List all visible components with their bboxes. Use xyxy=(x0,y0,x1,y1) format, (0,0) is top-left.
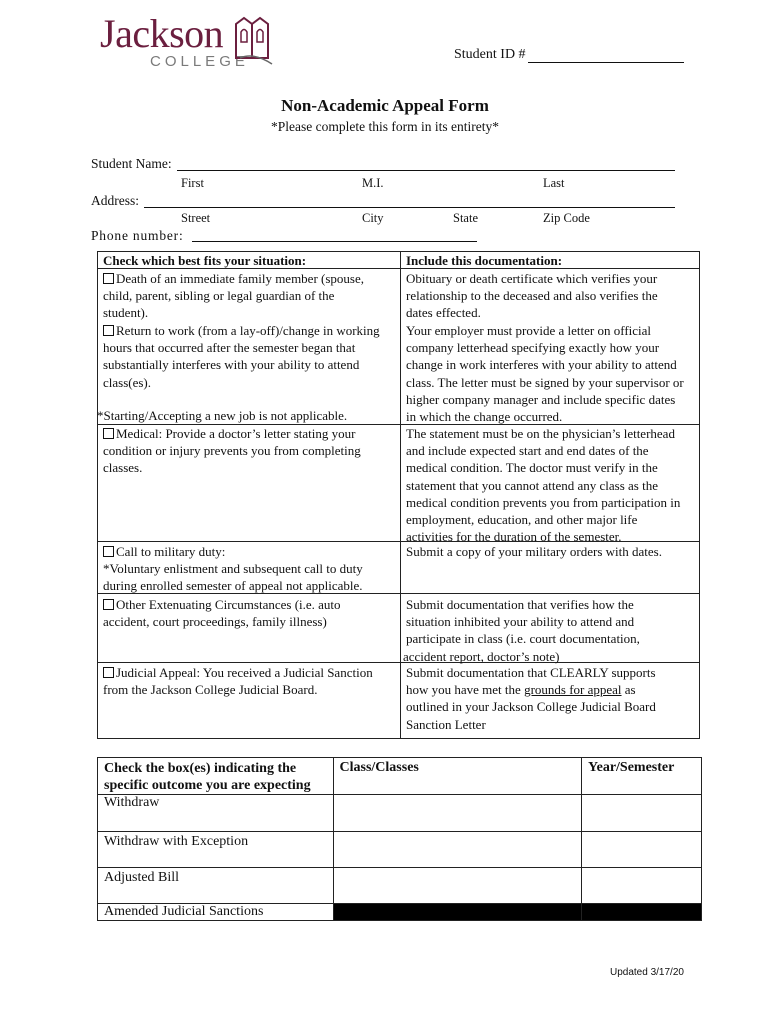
student-name-line[interactable] xyxy=(177,170,675,171)
state-label: State xyxy=(453,211,478,225)
medical-documentation: The statement must be on the physician’s letterhead and include expected start and end dates of the medical condition. The doctor must verify in the statement that you cannot attend any class as the medical condition prevents you from participation in employment, education, and other major life activities for the duration of the semester. xyxy=(406,426,681,545)
outcome-amended-judicial[interactable]: Amended Judicial Sanctions xyxy=(98,904,334,921)
withdraw-class-cell[interactable] xyxy=(333,795,582,832)
street-label: Street xyxy=(181,211,211,225)
student-id-field[interactable] xyxy=(454,47,684,63)
outcome-adjusted-bill[interactable]: Adjusted Bill xyxy=(98,868,334,904)
student-id-label: Student ID # xyxy=(454,47,526,62)
death-checkbox[interactable] xyxy=(103,273,114,284)
outcome-table xyxy=(97,757,702,921)
middle-initial-label: M.I. xyxy=(362,176,384,190)
death-documentation: Obituary or death certificate which verifies your relationship to the deceased and also verifies the dates effected. xyxy=(406,271,658,321)
student-name-label: Student Name: xyxy=(91,156,172,171)
grounds-for-appeal-text: grounds for appeal xyxy=(524,682,622,698)
phone-label: Phone number: xyxy=(91,228,184,243)
outcome-header: Check the box(es) indicating the specific outcome you are expecting xyxy=(98,758,334,795)
situation-death-option[interactable]: Death of an immediate family member (spouse, child, parent, sibling or legal guardian of the student). xyxy=(103,271,365,321)
return-to-work-checkbox[interactable] xyxy=(103,325,114,336)
other-circumstances-checkbox[interactable] xyxy=(103,599,114,610)
military-documentation: Submit a copy of your military orders with dates. xyxy=(406,544,662,559)
blacked-out-cell xyxy=(333,904,582,921)
military-checkbox[interactable] xyxy=(103,546,114,557)
withdraw-exception-class-cell[interactable] xyxy=(333,832,582,868)
situation-right-header: Include this documentation: xyxy=(406,253,563,268)
withdraw-semester-cell[interactable] xyxy=(582,795,702,832)
return-to-work-documentation: Your employer must provide a letter on official company letterhead specifying exactly how your change in work interferes with your ability to attend class. The letter must be signed by your supervisor or higher company manager and include specific dates in which the change occurred. xyxy=(406,323,684,425)
situation-judicial-option[interactable]: Judicial Appeal: You received a Judicial Sanction from the Jackson College Judicial Board. xyxy=(103,665,373,698)
other-documentation: Submit documentation that verifies how the situation inhibited your ability to attend and participate in class (i.e. court documentation, accident report, doctor’s note) xyxy=(403,597,640,664)
last-name-label: Last xyxy=(543,176,565,190)
medical-checkbox[interactable] xyxy=(103,428,114,439)
judicial-documentation: Submit documentation that CLEARLY supports how you have met the grounds for appeal as outlined in your Jackson College Judicial Board Sanction Letter xyxy=(406,665,656,732)
new-job-note: *Starting/Accepting a new job is not applicable. xyxy=(97,408,348,423)
updated-date: Updated 3/17/20 xyxy=(610,967,684,978)
situation-left-header: Check which best fits your situation: xyxy=(103,253,307,268)
adjusted-bill-semester-cell[interactable] xyxy=(582,868,702,904)
judicial-checkbox[interactable] xyxy=(103,667,114,678)
college-logo-wordmark: Jackson xyxy=(100,11,224,56)
college-logo-subtitle: COLLEGE xyxy=(150,53,249,70)
outcome-withdraw-exception[interactable]: Withdraw with Exception xyxy=(98,832,334,868)
city-label: City xyxy=(362,211,384,225)
situation-medical-option[interactable]: Medical: Provide a doctor’s letter stating your condition or injury prevents you from completing classes. xyxy=(103,426,361,476)
address-line[interactable] xyxy=(144,207,675,208)
address-label: Address: xyxy=(91,193,139,208)
phone-line[interactable] xyxy=(192,241,477,242)
blacked-out-cell xyxy=(582,904,702,921)
form-title: Non-Academic Appeal Form xyxy=(281,96,489,115)
situation-military-option[interactable]: Call to military duty: *Voluntary enlistment and subsequent call to duty during enrolled semester of appeal not applicable. xyxy=(103,544,363,594)
class-header: Class/Classes xyxy=(333,758,582,795)
student-id-line[interactable] xyxy=(528,50,684,63)
situation-other-option[interactable]: Other Extenuating Circumstances (i.e. auto accident, court proceedings, family illness) xyxy=(103,597,341,630)
first-name-label: First xyxy=(181,176,204,190)
withdraw-exception-semester-cell[interactable] xyxy=(582,832,702,868)
year-semester-header: Year/Semester xyxy=(582,758,702,795)
college-building-icon xyxy=(232,14,274,72)
form-subtitle: *Please complete this form in its entirety* xyxy=(271,119,499,134)
outcome-withdraw[interactable]: Withdraw xyxy=(98,795,334,832)
adjusted-bill-class-cell[interactable] xyxy=(333,868,582,904)
zip-code-label: Zip Code xyxy=(543,211,590,225)
situation-return-to-work-option[interactable]: Return to work (from a lay-off)/change in working hours that occurred after the semester began that substantially interferes with your ability to attend class(es). xyxy=(103,323,380,390)
